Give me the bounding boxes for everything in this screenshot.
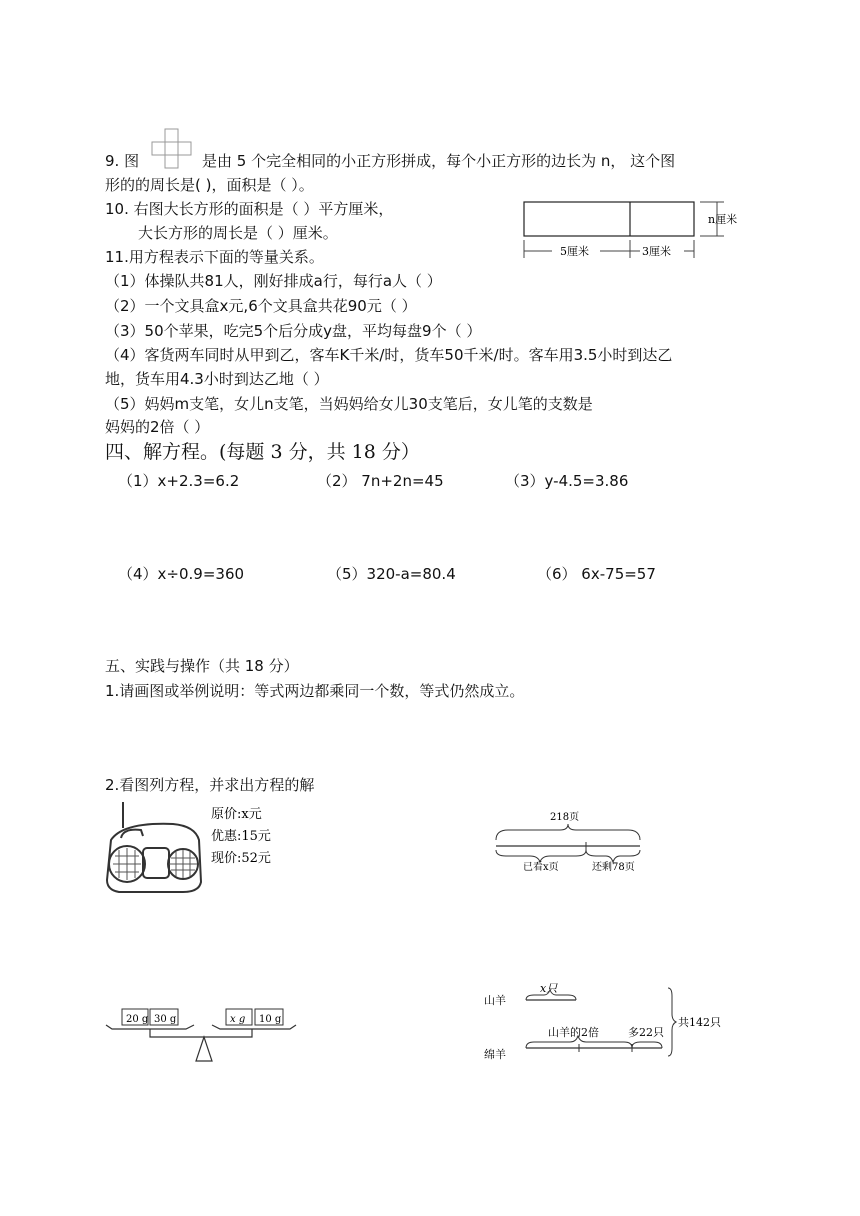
weight-30g: 30 g — [154, 1014, 177, 1025]
pages-left-label: 还剩78页 — [592, 862, 635, 873]
q9-text: 是由 5 个完全相同的小正方形拼成，每个小正方形的边长为 n， 这个图 — [202, 152, 676, 170]
sheep-label: 绵羊 — [484, 1048, 506, 1061]
q11-item-1: （1）体操队共81人，刚好排成a行，每行a人（ ） — [105, 272, 442, 290]
equation-1: （1）x+2.3=6.2 — [118, 472, 240, 490]
goat-label: 山羊 — [484, 994, 506, 1007]
width-right-label: 3厘米 — [642, 245, 671, 258]
radio-figure — [103, 800, 293, 900]
total-142-label: 共142只 — [678, 1016, 721, 1029]
q11-item-2: （2）一个文具盒x元,6个文具盒共花90元（ ） — [105, 297, 417, 315]
equation-6: （6） 6x-75=57 — [537, 565, 656, 583]
q11-title: 11.用方程表示下面的等量关系。 — [105, 248, 324, 266]
pages-total-label: 218页 — [550, 812, 580, 823]
width-left-label: 5厘米 — [560, 245, 589, 258]
double-goat-label: 山羊的2倍 — [548, 1026, 599, 1039]
weight-20g: 20 g — [126, 1014, 149, 1025]
q10-line2: 大长方形的周长是（ ）厘米。 — [138, 224, 338, 242]
height-label: n厘米 — [708, 213, 738, 226]
q9-prefix: 9. 图 — [105, 152, 140, 170]
q11-item-5b: 妈妈的2倍（ ） — [105, 418, 210, 436]
rectangle-figure — [512, 196, 782, 268]
more-22-label: 多22只 — [628, 1026, 664, 1039]
q11-item-4b: 地，货车用4.3小时到达乙地（ ） — [105, 370, 329, 388]
section-5-title: 五、实践与操作（共 18 分） — [105, 657, 299, 675]
cross-shape-figure — [148, 127, 198, 169]
sec5-q2: 2.看图列方程，并求出方程的解 — [105, 776, 315, 794]
q10-line1: 10. 右图大长方形的面积是（ ）平方厘米， — [105, 200, 394, 218]
pages-figure — [490, 808, 650, 874]
balance-figure — [100, 1005, 310, 1067]
radio-discount: 优惠:15元 — [211, 829, 271, 844]
section-4-title: 四、解方程。(每题 3 分，共 18 分） — [105, 441, 420, 463]
equation-4: （4）x÷0.9=360 — [118, 565, 245, 583]
weight-xg: x g — [230, 1014, 246, 1025]
q11-item-3: （3）50个苹果，吃完5个后分成y盘，平均每盘9个（ ） — [105, 322, 482, 340]
q9-line2: 形的的周长是( )，面积是（ ）。 — [105, 176, 314, 194]
radio-original-price: 原价:x元 — [211, 807, 262, 822]
equation-3: （3）y-4.5=3.86 — [505, 472, 629, 490]
q11-item-4: （4）客货两车同时从甲到乙，客车K千米/时，货车50千米/时。客车用3.5小时到达乙 — [105, 346, 673, 364]
q11-item-5: （5）妈妈m支笔，女儿n支笔，当妈妈给女儿30支笔后，女儿笔的支数是 — [105, 395, 593, 413]
radio-current-price: 现价:52元 — [211, 851, 271, 866]
sheep-figure — [478, 978, 728, 1070]
pages-read-label: 已看x页 — [523, 862, 559, 873]
equation-5: （5）320-a=80.4 — [327, 565, 456, 583]
equation-2: （2） 7n+2n=45 — [317, 472, 444, 490]
sec5-q1: 1.请画图或举例说明：等式两边都乘同一个数，等式仍然成立。 — [105, 682, 525, 700]
weight-10g: 10 g — [259, 1014, 282, 1025]
goat-count-label: x只 — [540, 982, 558, 995]
